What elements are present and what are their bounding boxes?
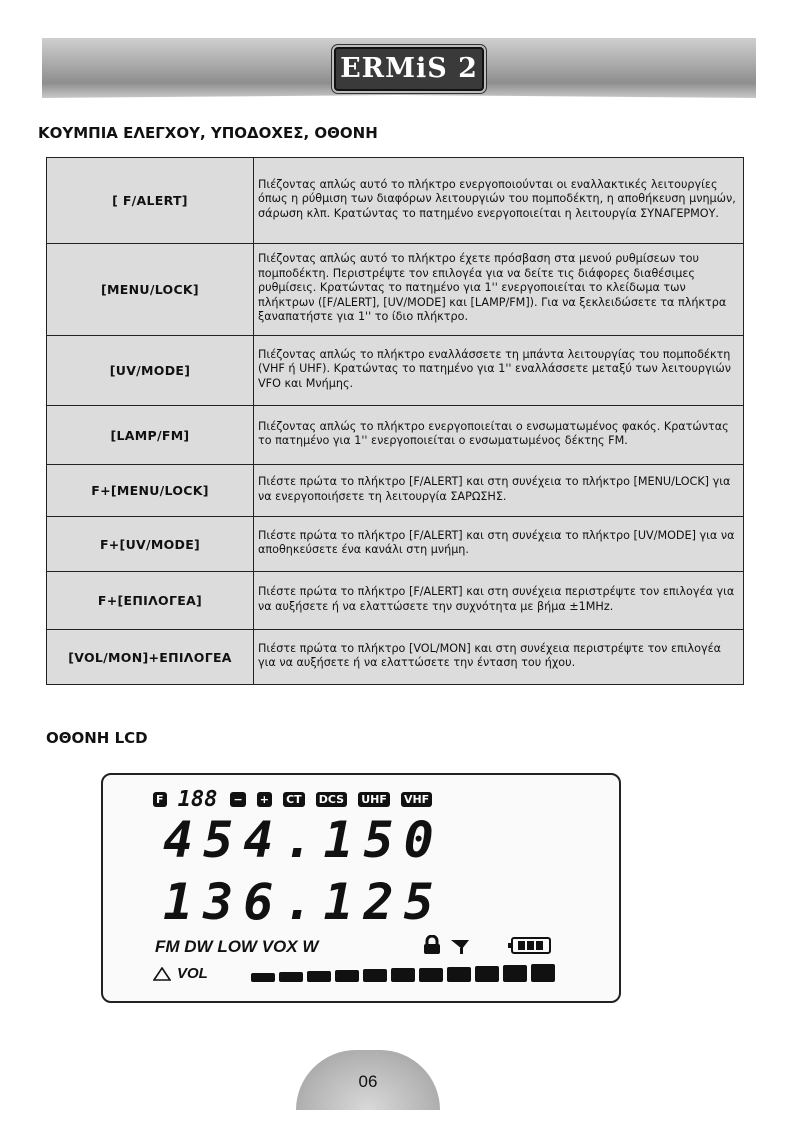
battery-icon [507, 936, 553, 956]
lcd-channel-digits: 188 [177, 787, 218, 812]
control-description: Πιέζοντας απλώς το πλήκτρο εναλλάσσετε τη μπάντα λειτουργίας του πομποδέκτη (VHF ή UHF). Κρατώντας το πατημένο για 1'' εναλλάσσετε μεταξύ των λειτουργιών VFO και Μνήμης. [254, 336, 744, 406]
table-row [47, 406, 744, 465]
lcd-top-row [153, 787, 438, 812]
section-title-controls: ΚΟΥΜΠΙΑ ΕΛΕΓΧΟΥ, ΥΠΟΔΟΧΕΣ, ΟΘΟΝΗ [38, 124, 378, 142]
control-description: Πιέστε πρώτα το πλήκτρο [F/ALERT] και στη συνέχεια το πλήκτρο [UV/MODE] για να αποθηκεύσετε ένα κανάλι στη μνήμη. [254, 517, 744, 572]
section-title-lcd: ΟΘΟΝΗ LCD [46, 729, 148, 747]
volume-segment [307, 971, 331, 982]
lcd-vhf-indicator: VHF [401, 792, 432, 807]
control-description: Πιέστε πρώτα το πλήκτρο [F/ALERT] και στη συνέχεια το πλήκτρο [MENU/LOCK] για να ενεργοποιήσετε τη λειτουργία ΣΑΡΩΣΗΣ. [254, 465, 744, 517]
signal-icon [451, 937, 471, 955]
volume-segment [363, 969, 387, 982]
control-key: [VOL/MON]+ΕΠΙΛΟΓΕΑ [47, 630, 254, 685]
table-row [47, 630, 744, 685]
control-description: Πιέζοντας απλώς αυτό το πλήκτρο έχετε πρόσβαση στα μενού ρυθμίσεων του πομποδέκτη. Περιστρέψτε τον επιλογέα για να δείτε τις διάφορες διαθέσιμες ρυθμίσεις. Κρατώντας το πατημένο για 1'' ενεργοποιείται το κλείδωμα των πλήκτρων ([F/ALERT], [UV/MODE] και [LAMP/FM]). Για να ξεκλειδώσετε τα πλήκτρα ξαναπατήστε για 1'' το ίδιο πλήκτρο. [254, 244, 744, 336]
control-key: [ F/ALERT] [47, 158, 254, 244]
volume-segment [475, 966, 499, 982]
control-description: Πιέστε πρώτα το πλήκτρο [VOL/MON] και στη συνέχεια περιστρέψτε τον επιλογέα για να αυξήσετε ή να ελαττώσετε την ένταση του ήχου. [254, 630, 744, 685]
lcd-uhf-indicator: UHF [358, 792, 390, 807]
lcd-minus-indicator: − [230, 792, 245, 807]
table-row [47, 517, 744, 572]
volume-segment [391, 968, 415, 982]
triangle-icon [153, 967, 171, 981]
controls-table [46, 157, 744, 685]
table-row [47, 572, 744, 630]
control-key: [LAMP/FM] [47, 406, 254, 465]
lcd-frequency-2: 136.125 [163, 873, 444, 931]
control-key: [UV/MODE] [47, 336, 254, 406]
control-key: F+[MENU/LOCK] [47, 465, 254, 517]
table-row [47, 465, 744, 517]
ermis-logo: ERMiS 2 [334, 47, 484, 91]
control-key: F+[ΕΠΙΛΟΓΕΑ] [47, 572, 254, 630]
lcd-mode-indicators: FM DW LOW VOX W [155, 937, 319, 956]
volume-segment [419, 968, 443, 982]
volume-segment [447, 967, 471, 982]
volume-segment [279, 972, 303, 982]
volume-segment [335, 970, 359, 982]
lcd-dcs-indicator: DCS [316, 792, 347, 807]
lcd-display-diagram [101, 773, 621, 1003]
lcd-frequency-1: 454.150 [163, 811, 444, 869]
table-row [47, 244, 744, 336]
table-row [47, 158, 744, 244]
control-description: Πιέζοντας απλώς το πλήκτρο ενεργοποιείται ο ενσωματωμένος φακός. Κρατώντας το πατημένο για 1'' ενεργοποιείται ο ενσωματωμένος δέκτης FM. [254, 406, 744, 465]
volume-segment [503, 965, 527, 982]
page-number: 06 [358, 1072, 378, 1091]
volume-segment [531, 964, 555, 982]
lcd-plus-indicator: + [257, 792, 272, 807]
control-description: Πιέζοντας απλώς αυτό το πλήκτρο ενεργοποιούνται οι εναλλακτικές λειτουργίες όπως η ρύθμιση των διαφόρων λειτουργιών του πομποδέκτη, η αποθήκευση μνημών, σάρωση κλπ. Κρατώντας το πατημένο ενεργοποιείται η λειτουργία ΣΥΝΑΓΕΡΜΟΥ. [254, 158, 744, 244]
control-description: Πιέστε πρώτα το πλήκτρο [F/ALERT] και στη συνέχεια περιστρέψτε τον επιλογέα για να αυξήσετε ή να ελαττώσετε την συχνότητα με βήμα ±1MHz. [254, 572, 744, 630]
volume-segment [251, 973, 275, 982]
lcd-vol-label: VOL [177, 965, 208, 982]
control-key: [MENU/LOCK] [47, 244, 254, 336]
table-row [47, 336, 744, 406]
lcd-f-indicator: F [153, 792, 167, 807]
lcd-ct-indicator: CT [283, 792, 305, 807]
lock-icon [422, 935, 442, 955]
control-key: F+[UV/MODE] [47, 517, 254, 572]
